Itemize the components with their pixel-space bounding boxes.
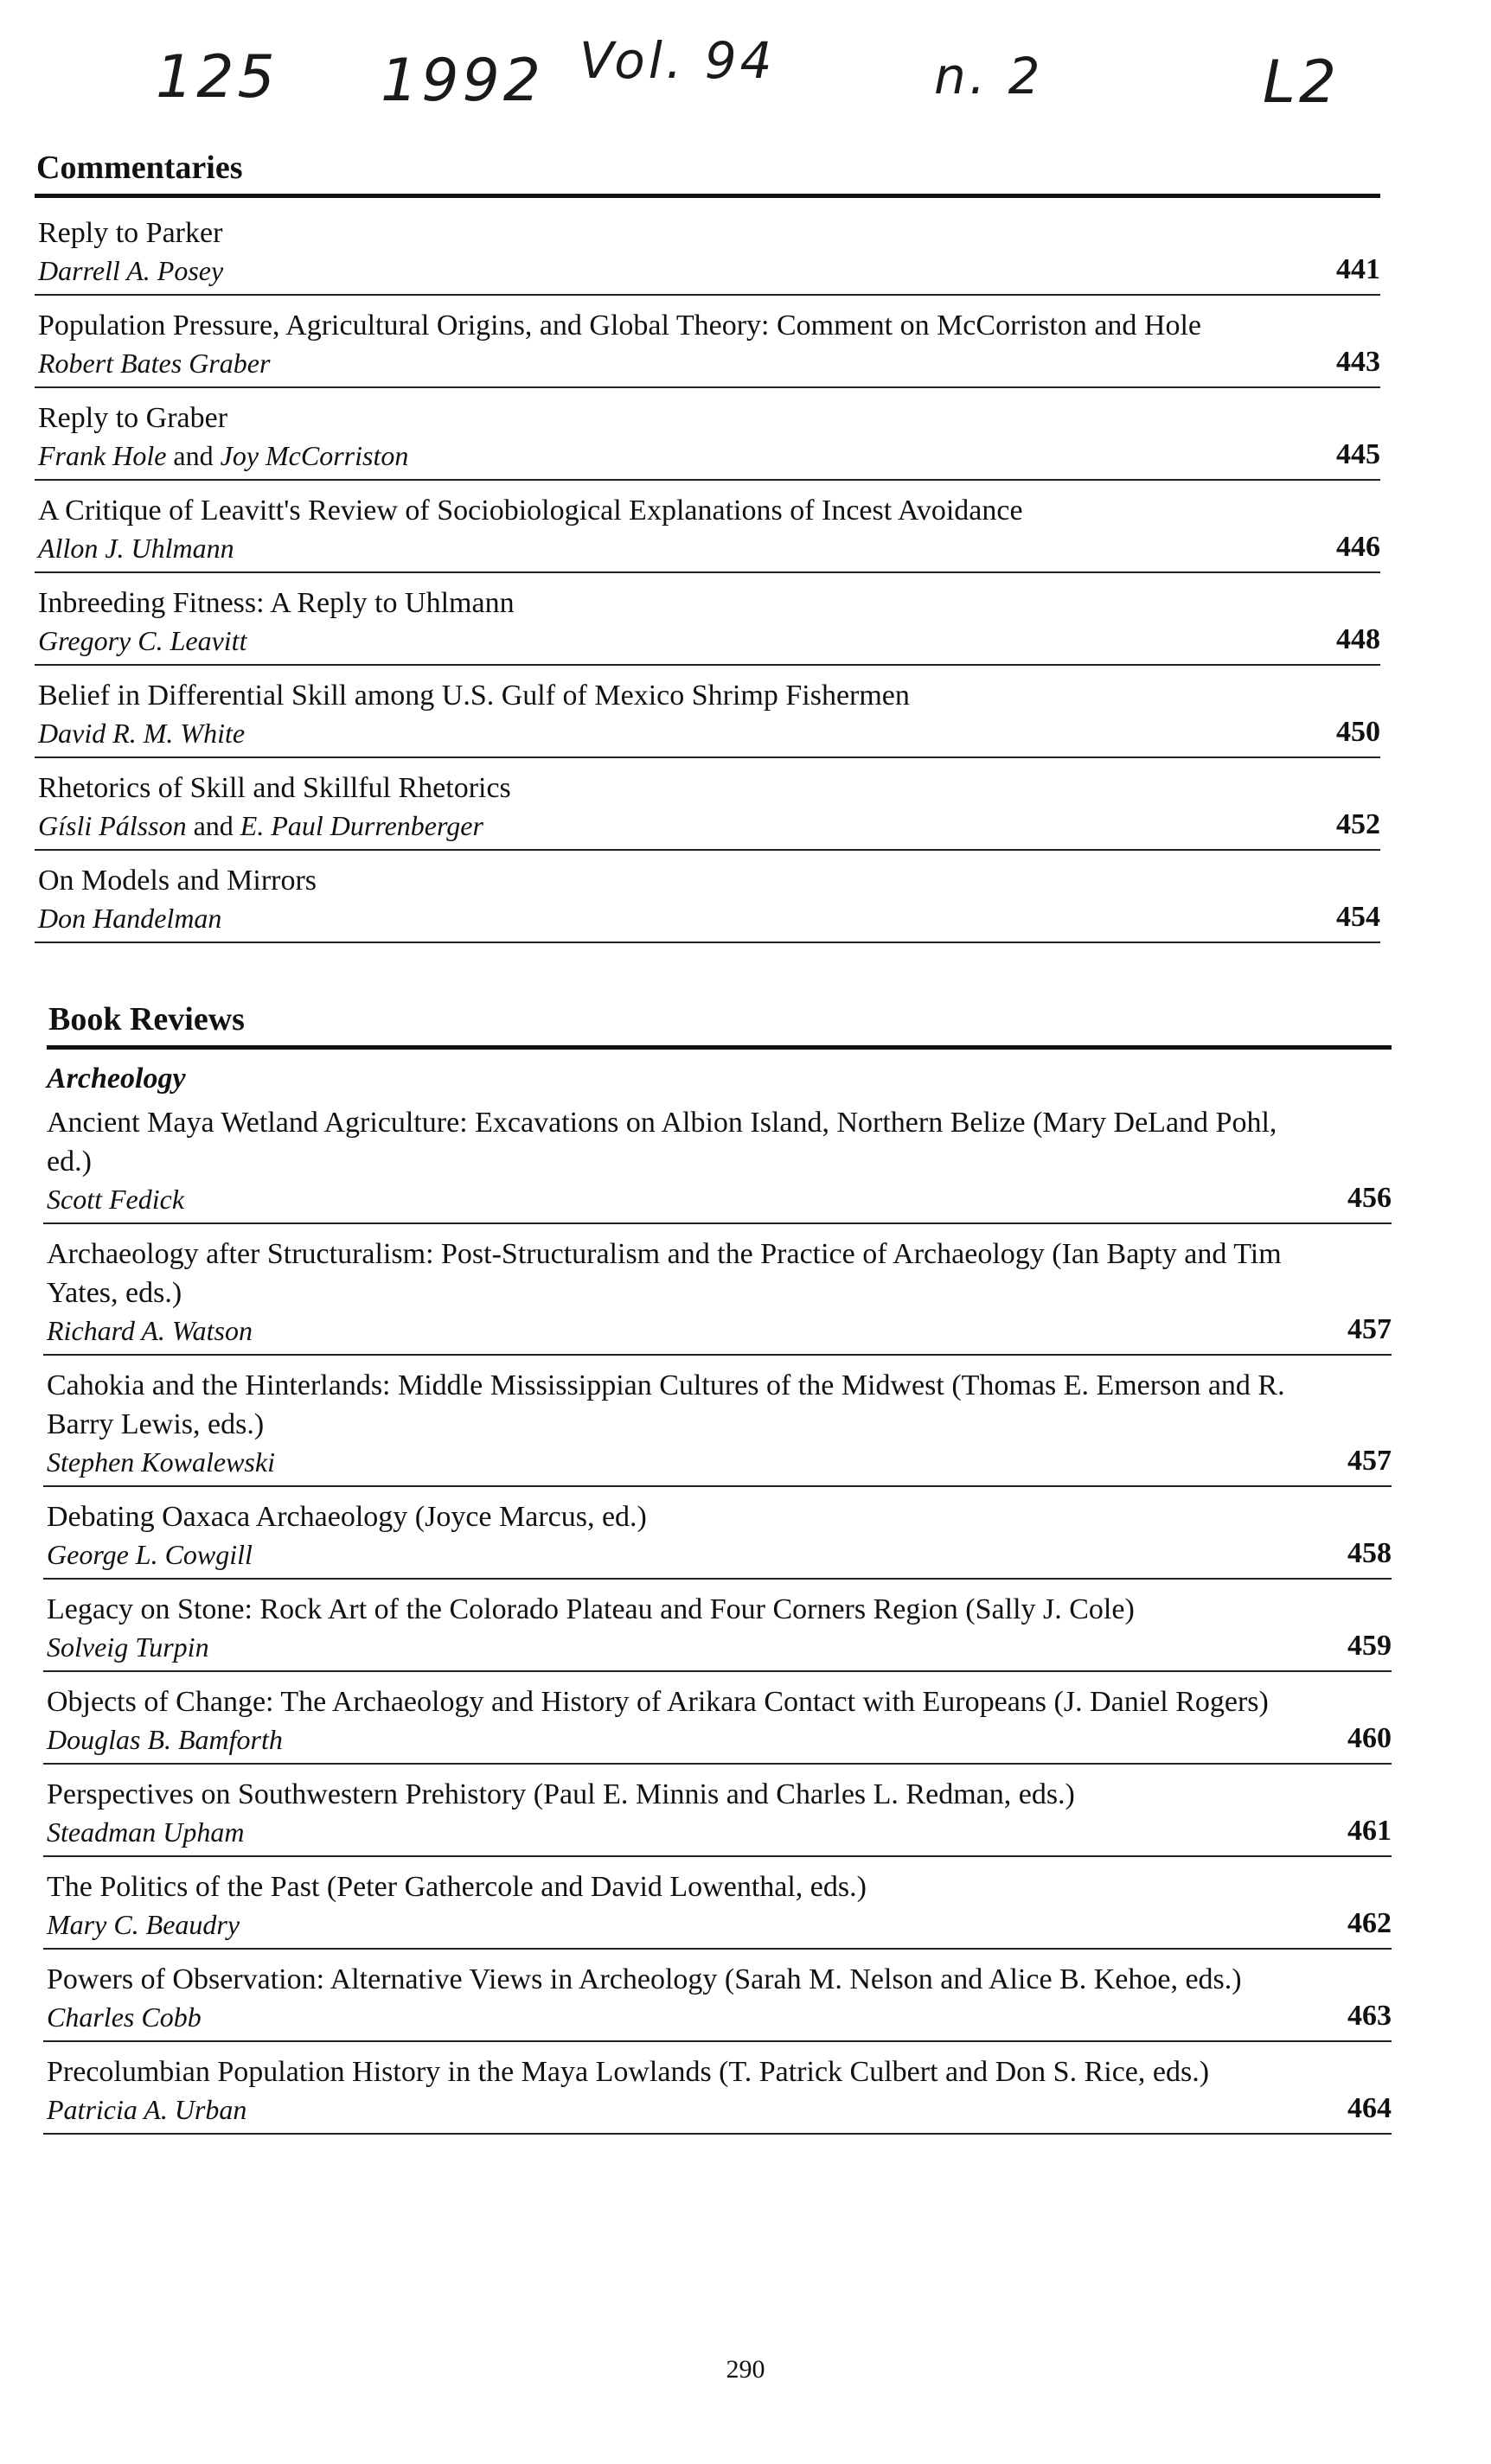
entry-title: Inbreeding Fitness: A Reply to Uhlmann: [38, 587, 515, 619]
entry-title: Powers of Observation: Alternative Views in Archeology (Sarah M. Nelson and Alice B. Kehoe, eds.): [47, 1963, 1242, 1995]
toc-entry: [43, 1770, 1392, 1857]
entry-title: Cahokia and the Hinterlands: Middle Mississippian Cultures of the Midwest (Thomas E. Emerson and R. Barry Lewis, eds.): [47, 1369, 1285, 1440]
entry-page-number: 457: [1347, 1445, 1392, 1477]
toc-entry: [43, 1492, 1392, 1580]
entry-authors: [38, 437, 1380, 474]
handwritten-note-part: n. 2: [934, 47, 1044, 105]
entry-page-number: 454: [1336, 901, 1380, 933]
entry-title: Ancient Maya Wetland Agriculture: Excavations on Albion Island, Northern Belize (Mary DeLand Pohl, ed.): [47, 1107, 1277, 1178]
entry-authors: [47, 1814, 1392, 1850]
entry-authors: [47, 1312, 1392, 1349]
toc-entry: [43, 1229, 1392, 1356]
toc-entry: [43, 1585, 1392, 1672]
author-name: Allon J. Uhlmann: [38, 533, 234, 564]
handwritten-note-part: 125: [156, 43, 278, 112]
entry-title: Precolumbian Population History in the Maya Lowlands (T. Patrick Culbert and Don S. Rice, eds.): [47, 2056, 1210, 2088]
handwritten-note-part: 1992: [381, 47, 545, 115]
toc-entry: [35, 578, 1380, 666]
author-name: Richard A. Watson: [47, 1315, 253, 1346]
toc-entry: [43, 1955, 1392, 2042]
author-name: Robert Bates Graber: [38, 348, 271, 379]
entry-authors: [38, 530, 1380, 566]
author-name: E. Paul Durrenberger: [240, 810, 483, 841]
author-name: David R. M. White: [38, 718, 246, 749]
author-name: Joy McCorriston: [220, 440, 409, 471]
author-name: Mary C. Beaudry: [47, 1909, 240, 1940]
entry-page-number: 448: [1336, 623, 1380, 655]
author-name: Stephen Kowalewski: [47, 1446, 275, 1478]
entry-title: Archaeology after Structuralism: Post-Structuralism and the Practice of Archaeology (Ian Bapty and Tim Yates, eds.): [47, 1238, 1282, 1309]
author-name: Patricia A. Urban: [47, 2094, 247, 2125]
entry-page-number: 445: [1336, 438, 1380, 470]
section-heading-commentaries: Commentaries: [35, 147, 1380, 198]
toc-entry: [43, 1361, 1392, 1487]
entry-title: Reply to Parker: [38, 217, 223, 249]
subsection-heading-archeology: Archeology: [47, 1063, 186, 1095]
entry-title: Legacy on Stone: Rock Art of the Colorado Plateau and Four Corners Region (Sally J. Cole): [47, 1593, 1135, 1625]
handwritten-annotation: [121, 26, 1401, 130]
handwritten-note-part: L2: [1263, 48, 1341, 117]
entry-title: Perspectives on Southwestern Prehistory (Paul E. Minnis and Charles L. Redman, eds.): [47, 1778, 1075, 1810]
entry-authors: [47, 2091, 1392, 2128]
entry-authors: [47, 1721, 1392, 1758]
section-heading-book-reviews: Book Reviews: [47, 999, 1392, 1050]
entry-authors: [47, 1536, 1392, 1573]
author-name: Solveig Turpin: [47, 1631, 209, 1663]
entry-page-number: 452: [1336, 808, 1380, 840]
entry-page-number: 464: [1347, 2092, 1392, 2124]
author-name: Darrell A. Posey: [38, 255, 224, 286]
commentaries-section: [35, 147, 1380, 948]
commentaries-list: [35, 198, 1380, 943]
toc-entry: [35, 671, 1380, 758]
entry-page-number: 460: [1347, 1722, 1392, 1754]
entry-title: Belief in Differential Skill among U.S. Gulf of Mexico Shrimp Fishermen: [38, 680, 910, 712]
entry-authors: [47, 1906, 1392, 1943]
entry-title: Debating Oaxaca Archaeology (Joyce Marcus, ed.): [47, 1501, 647, 1533]
toc-entry: [43, 1677, 1392, 1765]
toc-entry: [35, 486, 1380, 573]
toc-entry: [35, 763, 1380, 851]
entry-page-number: 463: [1347, 2000, 1392, 2032]
entry-page-number: 462: [1347, 1907, 1392, 1939]
toc-entry: [35, 208, 1380, 296]
entry-title: Rhetorics of Skill and Skillful Rhetorics: [38, 772, 511, 804]
handwritten-note-part: Vol. 94: [579, 31, 776, 90]
author-separator: and: [173, 440, 214, 471]
entry-page-number: 461: [1347, 1815, 1392, 1847]
toc-entry: [35, 393, 1380, 481]
toc-entry: [35, 856, 1380, 943]
entry-page-number: 441: [1336, 253, 1380, 285]
entry-page-number: 457: [1347, 1313, 1392, 1345]
author-name: Gregory C. Leavitt: [38, 625, 247, 656]
entry-page-number: 443: [1336, 346, 1380, 378]
author-name: Douglas B. Bamforth: [47, 1724, 283, 1755]
entry-title: The Politics of the Past (Peter Gathercole and David Lowenthal, eds.): [47, 1871, 867, 1903]
entry-title: A Critique of Leavitt's Review of Sociobiological Explanations of Incest Avoidance: [38, 495, 1023, 527]
entry-title: On Models and Mirrors: [38, 865, 317, 897]
author-name: Don Handelman: [38, 903, 222, 934]
author-separator: and: [193, 810, 234, 841]
entry-authors: [47, 1444, 1392, 1480]
author-name: Charles Cobb: [47, 2001, 202, 2033]
entry-title: Reply to Graber: [38, 402, 228, 434]
entry-page-number: 446: [1336, 531, 1380, 563]
toc-entry: [43, 1862, 1392, 1950]
author-name: George L. Cowgill: [47, 1539, 253, 1570]
entry-authors: [38, 900, 1380, 936]
entry-page-number: 459: [1347, 1630, 1392, 1662]
page-number: 290: [726, 2355, 765, 2384]
entry-authors: [38, 345, 1380, 381]
book-reviews-list: [47, 1050, 1392, 2135]
entry-authors: [38, 808, 1380, 844]
author-name: Steadman Upham: [47, 1816, 245, 1848]
toc-entry: [43, 2047, 1392, 2135]
entry-title: Population Pressure, Agricultural Origins, and Global Theory: Comment on McCorriston and Hole: [38, 310, 1202, 342]
author-name: Scott Fedick: [47, 1184, 185, 1215]
book-reviews-section: [47, 999, 1392, 2140]
entry-authors: [47, 1181, 1392, 1217]
entry-authors: [47, 1999, 1392, 2035]
entry-authors: [38, 252, 1380, 289]
entry-authors: [47, 1629, 1392, 1665]
entry-page-number: 458: [1347, 1537, 1392, 1569]
author-name: Gísli Pálsson: [38, 810, 187, 841]
entry-page-number: 456: [1347, 1182, 1392, 1214]
entry-page-number: 450: [1336, 716, 1380, 748]
toc-entry: [43, 1098, 1392, 1224]
author-name: Frank Hole: [38, 440, 167, 471]
entry-authors: [38, 622, 1380, 659]
toc-entry: [35, 301, 1380, 388]
entry-authors: [38, 715, 1380, 751]
entry-title: Objects of Change: The Archaeology and History of Arikara Contact with Europeans (J. Daniel Rogers): [47, 1686, 1269, 1718]
